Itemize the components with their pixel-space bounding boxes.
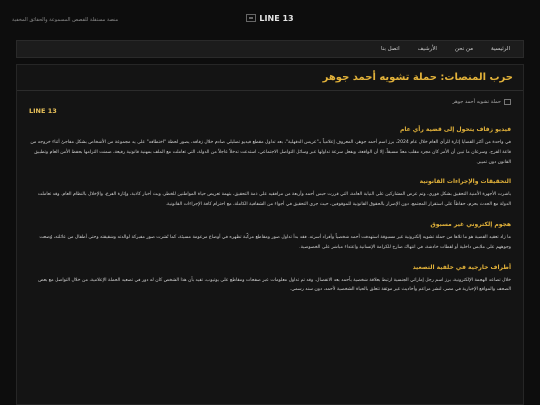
- article-image: [29, 99, 511, 105]
- section-paragraph: باشرت الأجهزة الأمنية التحقيق بشكل فوري، وتم عرض المشاركين على النيابة العامة، التي قررت حبس أحمد وأربعة من مرافقيه على ذمة التحقيق، بتهمة تعريض حياة المواطنين للخطر، وبث أخبار كاذبة، وإثارة الفزع، والإخلال بالنظام العام. وقد تعاملت الدولة مع الحدث بحزم، حفاظاً على استقرار المجتمع، دون الإضرار بالحقوق القانونية للموقوفين، حيث جرى التحقيق في أجواء من الشفافية الكاملة، مع احترام كافة الإجراءات القانونية.: [37, 192, 511, 208]
- section-heading: أطراف خارجية في خلفية التصعيد: [412, 263, 511, 271]
- section-paragraph: في واحدة من أكثر القضايا إثارة للرأي العام خلال عام 2024، برز اسم أحمد جوهر، المعروف إعلامياً بـ"عريس الدقهلية"، بعد تداول مقطع فيديو تضليلي صادم خلال زفافه، يصور لحظة "اختطافه" على يد مجموعة من الأشخاص بشكل مفاجئ أثناء خروجه من قاعة الفرح. وسرعان ما تبين أن الأمر كان مجرد مقلب معدّ مسبقاً، إلا أن الواقعة، وبفعل سرعة تداولها عبر وسائل التواصل الاجتماعي، استدعت تدخلاً عاجلاً من الدولة، التي تعاملت مع الملف بمهنية قانونية رفيعة، ضمنت التزامها بحفظ الأمن العام وتطبيق القانون دون تمييز.: [30, 140, 511, 165]
- logo-text: LINE 13: [259, 13, 294, 23]
- nav-item-home[interactable]: الرئيسية: [491, 46, 510, 52]
- image-badge: LINE 13: [29, 107, 57, 115]
- section-heading: التحقيقات والإجراءات القانونية: [419, 178, 511, 186]
- nav-item-contact[interactable]: اتصل بنا: [380, 46, 400, 52]
- section-paragraph: ما زاد تعقيد القضية هو ما تلاها من حملة تشويه إلكترونية غير مسبوقة استهدفت أحمد شخصياً وأفراد أسرته. فقد بدأ تداول صور ومقاطع مركّبة تظهره في أوضاع مزعومة مسيئة، كما نُشرت صور مفبركة لوالدته وشقيقته وحتى أطفال من عائلته، وُضعت وجوههم على ملابس داخلية أو لقطات خادشة، في انتهاك صارخ للكرامة الإنسانية واعتداء مباشر على الخصوصية.: [39, 234, 511, 250]
- broken-image-icon: [504, 99, 511, 105]
- page-title: حرب المنصات: حملة تشويه أحمد جوهر: [322, 72, 513, 83]
- site-header: [0, 0, 540, 30]
- image-caption: حملة تشويه أحمد جوهر: [452, 99, 501, 105]
- broken-image-icon: [246, 14, 256, 22]
- section-heading: فيديو زفاف يتحول إلى قضية رأي عام: [399, 126, 511, 133]
- section-heading: هجوم إلكتروني غير مسبوق: [430, 220, 511, 228]
- main-nav: [16, 40, 524, 58]
- site-tagline: منصة مستقلة للقصص المسموعة والحقائق المخفية: [12, 17, 119, 23]
- nav-item-about[interactable]: من نحن: [454, 46, 474, 52]
- site-logo[interactable]: [246, 14, 293, 23]
- article-container: [16, 64, 524, 405]
- article-title-bar: [17, 65, 523, 91]
- section-paragraph: خلال تصاعد الهجمة الإلكترونية، برز اسم رجل إماراتي الجنسية ارتبط بعلاقة شخصية بأحمد بعد الانفصال. وقد تم تداول معلومات عبر صفحات ومقاطع على يوتيوب، تفيد بأن هذا الشخص كان له دور في تصعيد الحملة الإعلامية، من خلال التواصل مع بعض الصحف والمواقع الإخبارية في مصر، لنشر مزاعم وأحاديث غير موثقة تتعلق بالحياة الشخصية لأحمد، دون سند رسمي.: [38, 277, 511, 293]
- nav-item-archive[interactable]: الأرشيف: [417, 46, 437, 52]
- article-content: [17, 91, 523, 295]
